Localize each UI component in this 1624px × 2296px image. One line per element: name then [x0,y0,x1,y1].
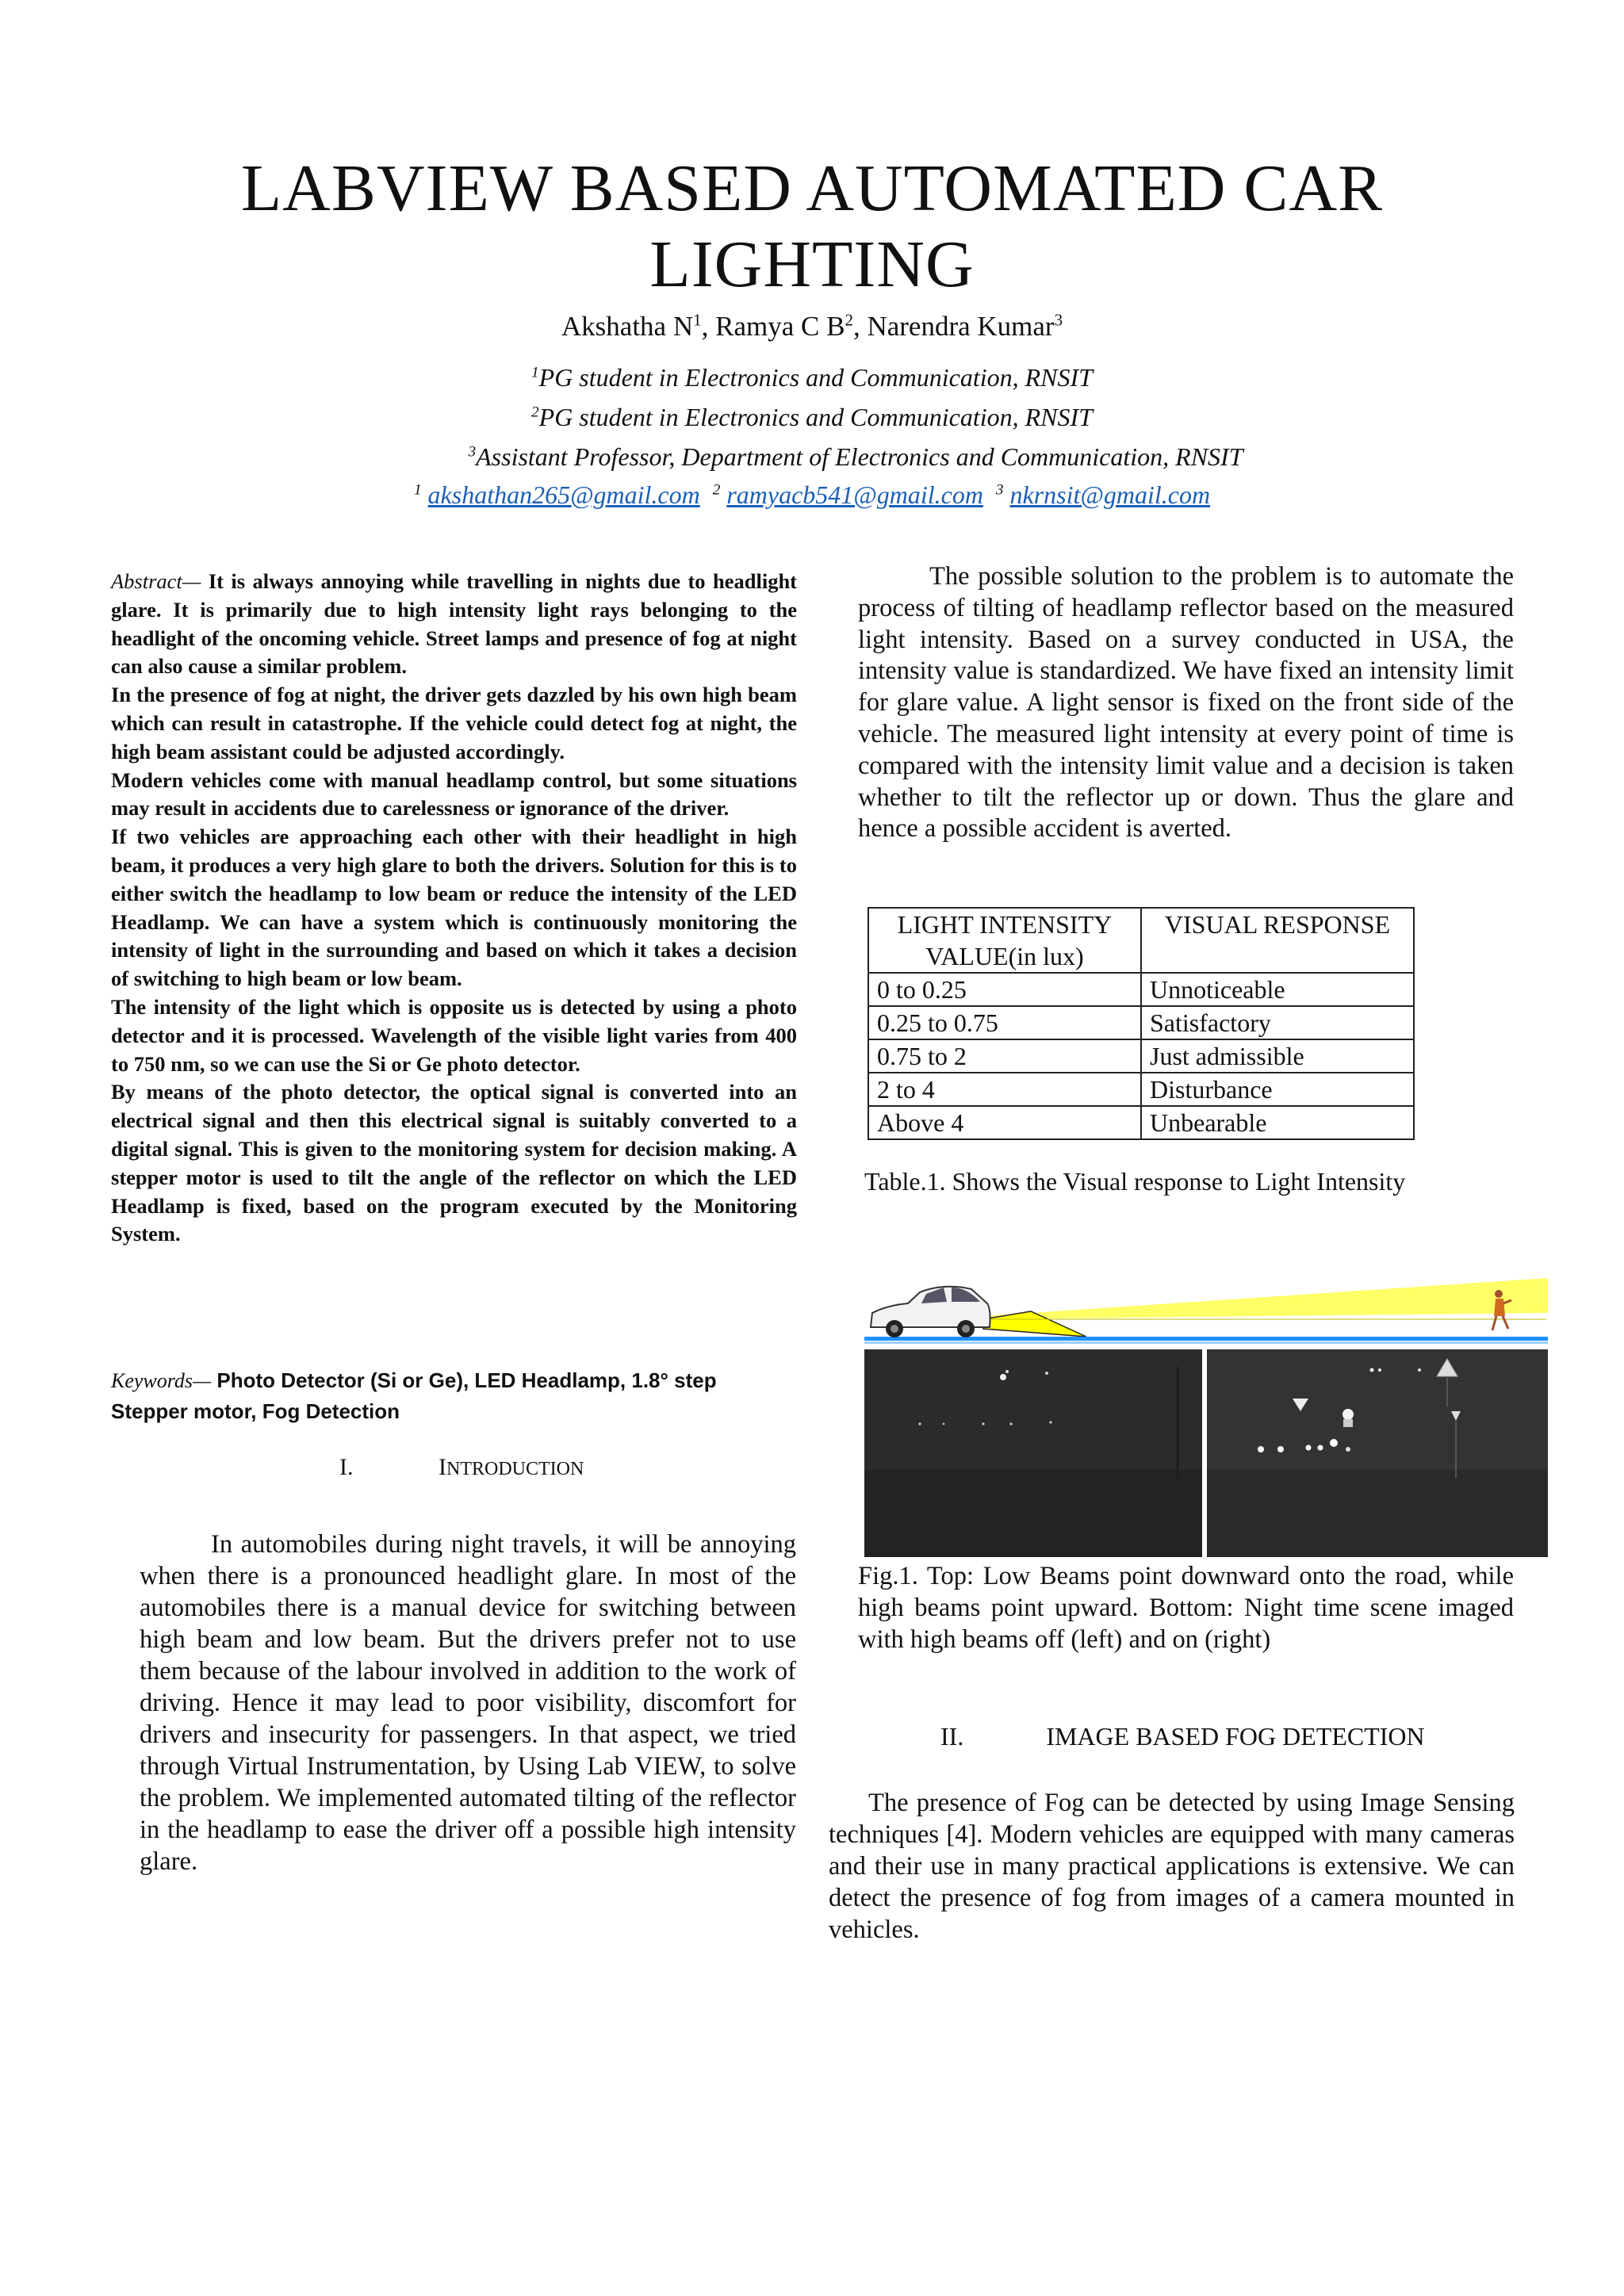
title-line-1: LABVIEW BASED AUTOMATED CAR [240,151,1384,225]
table-row [868,1106,1414,1139]
headlight-figure [864,1272,1548,1557]
table-cell: Just admissible [1141,1039,1414,1073]
section-2-number: II. [940,1722,964,1751]
abstract-text: It is always annoying while travelling in nights due to headlight glare. It is primarily due to high intensity light rays belonging to the headlight of the oncoming vehicle. Street lamps and presence of fog at night can also cause a similar problem. [111,569,798,679]
affil-sup: 1 [531,364,539,381]
abstract-label: Abstract [111,569,182,593]
emails [0,480,1624,510]
table-header-cell: LIGHT INTENSITY VALUE(in lux) [868,908,1141,973]
table-cell: 2 to 4 [868,1073,1141,1106]
abstract-paragraph: In the presence of fog at night, the driver gets dazzled by his own high beam which can result in catastrophe. If the vehicle could detect fog at night, the high beam assistant could be adjusted accordingly. [111,683,797,763]
table-row [868,1039,1414,1073]
affil-text: PG student in Electronics and Communication, RNSIT [538,403,1093,431]
section-1-title-initial: I [439,1454,446,1480]
author-name: Narendra Kumar [867,311,1055,342]
email-sup: 1 [413,481,422,499]
author-name: Akshatha N [561,311,694,342]
section-2-title: IMAGE BASED FOG DETECTION [1046,1722,1425,1751]
night-scene-high-beams-on [1207,1349,1548,1557]
keywords-label: Keywords [111,1369,193,1392]
keywords [111,1365,797,1427]
affiliation-1 [0,363,1624,392]
table-header-row [868,908,1414,973]
table-row [868,1006,1414,1039]
table-cell: Unbearable [1141,1106,1414,1139]
abstract-paragraph: By means of the photo detector, the optical signal is converted into an electrical signal and then this electrical signal is suitably converted to a digital signal. This is given to the monitoring system for decision making. A stepper motor is used to tilt the angle of the reflector on which the LED Headlamp is fixed, based on the program executed by the Monitoring System. [111,1080,797,1246]
section-2-heading [940,1722,1425,1751]
email-link-2[interactable]: ramyacb541@gmail.com [726,480,983,509]
affil-text: PG student in Electronics and Communication, RNSIT [538,363,1093,392]
email-sup: 2 [712,481,721,499]
introduction-body [140,1529,796,1877]
email-link-1[interactable]: akshathan265@gmail.com [427,480,700,509]
table-cell: Above 4 [868,1106,1141,1139]
table-row [868,973,1414,1006]
abstract-paragraph: The intensity of the light which is opposite us is detected by using a photo detector and it is processed. Wavelength of the visible light varies from 400 to 750 nm, so we can use the Si or Ge photo detector. [111,994,797,1076]
table-header-cell: VISUAL RESPONSE [1141,908,1414,973]
introduction-paragraph: In automobiles during night travels, it will be annoying when there is a pronounced headlight glare. In most of the automobiles there is a manual device for switching between high beam and low beam. But the drivers prefer not to use them because of the labour involved in addition to the work of driving. Hence it may lead to poor visibility, discomfort for drivers and insecurity for passengers. In that aspect, we tried through Virtual Instrumentation, by Using Lab VIEW, to solve the problem. We implemented automated tilting of the reflector in the headlamp to ease the driver off a possible high intensity glare. [140,1530,796,1876]
table-cell: 0.25 to 0.75 [868,1006,1141,1039]
scene-divider [1202,1349,1207,1557]
abstract [111,568,797,1249]
light-intensity-table [868,907,1415,1140]
paper-title [0,151,1624,303]
section-1-title [439,1454,584,1481]
fog-detection-paragraph: The presence of Fog can be detected by using Image Sensing techniques [4]. Modern vehicles are equipped with many cameras and their use in many practical applications is extensive. We can detect the presence of fog from images of a camera mounted in vehicles. [829,1789,1515,1944]
table-cell: Unnoticeable [1141,973,1414,1006]
author-sup: 1 [693,310,702,330]
affil-sup: 2 [531,404,539,421]
author-sup: 2 [845,310,853,330]
section-1-title-rest: NTRODUCTION [446,1459,584,1479]
author-name: Ramya C B [715,311,845,342]
affiliation-2 [0,403,1624,432]
author-sup: 3 [1054,310,1063,330]
keywords-dash: — [193,1369,212,1392]
road-line-shadow [864,1341,1548,1344]
solution-body [858,561,1514,845]
abstract-paragraph [111,568,797,681]
solution-paragraph: The possible solution to the problem is to automate the process of tilting of headlamp reflector based on the measured light intensity. Based on a survey conducted in USA, the intensity value is standardized. We have fixed an intensity limit for glare value. A light sensor is fixed on the front side of the vehicle. The measured light intensity at every point of time is compared with the intensity limit value and a decision is taken whether to tilt the reflector up or down. Thus the glare and hence a possible accident is averted. [858,562,1514,844]
fog-detection-body [829,1787,1515,1946]
abstract-paragraph: If two vehicles are approaching each other with their headlight in high beam, it produces a very high glare to both the drivers. Solution for this is to either switch the headlamp to low beam or reduce the intensity of the LED Headlamp. We can have a system which is continuously monitoring the intensity of light in the surrounding and based on which it takes a decision of switching to high beam or low beam. [111,825,797,991]
table-cell: Satisfactory [1141,1006,1414,1039]
title-line-2: LIGHTING [649,228,975,301]
table-cell: 0.75 to 2 [868,1039,1141,1073]
section-1-number: I. [339,1454,354,1480]
affil-text: Assistant Professor, Department of Electronics and Communication, RNSIT [476,442,1243,471]
figure-caption: Fig.1. Top: Low Beams point downward onto the road, while high beams point upward. Bottom: Night time scene imaged with high beams off (left) and on (right) [858,1562,1514,1654]
email-link-3[interactable]: nkrnsit@gmail.com [1009,480,1211,509]
affil-sup: 3 [468,443,477,461]
keywords-text: Photo Detector (Si or Ge), LED Headlamp, 1.8° step Stepper motor, Fog Detection [111,1368,717,1423]
abstract-dash: — [182,569,201,593]
table-caption: Table.1. Shows the Visual response to Light Intensity [864,1167,1406,1196]
night-scene-high-beams-off [864,1349,1202,1557]
email-sup: 3 [995,481,1004,499]
abstract-paragraph: Modern vehicles come with manual headlamp control, but some situations may result in accidents due to carelessness or ignorance of the driver. [111,767,797,821]
authors: Akshatha $N^1$, Ramya C $B^2$, Narendra Kumar$^3$ [561,310,1063,342]
table-cell: Disturbance [1141,1073,1414,1106]
table-row [868,1073,1414,1106]
affiliation-3 [0,442,1624,472]
table-cell: 0 to 0.25 [868,973,1141,1006]
